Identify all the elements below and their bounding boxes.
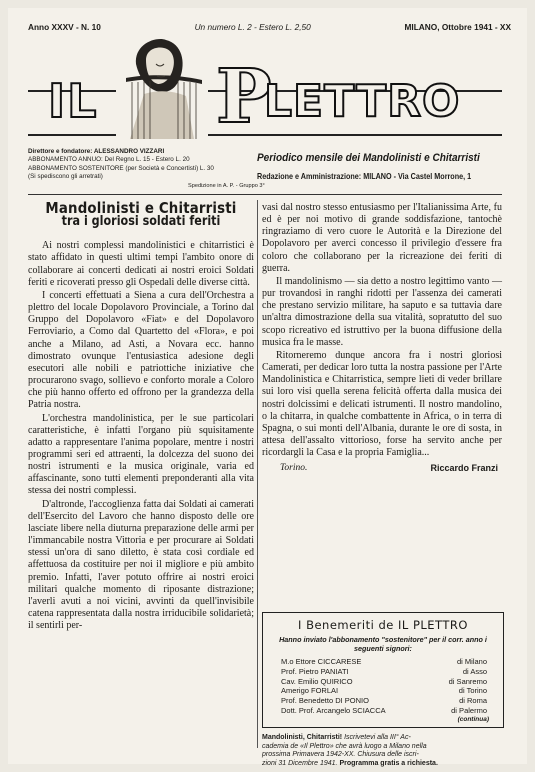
- donor-city: di Sanremo: [448, 676, 487, 686]
- masthead: [28, 34, 502, 139]
- logo-il: IL: [48, 74, 99, 128]
- article-paragraph-6: Il mandolinismo — sia detto a nostro legittimo vanto — pur trovandosi in ranghi ridotti per l'assenza dei camerati che prestano servizio militare, ha saputo e sa tuttavia dare un'altra dimostrazione della sua vitalità, sopratutto del suo scopo ricreativo ed istruttivo per la buona diffusione della musica fra le masse.: [262, 275, 502, 348]
- header-divider: [28, 194, 502, 195]
- article-column-right: [262, 202, 502, 474]
- list-item: [281, 706, 487, 716]
- spedizione-note: Spedizione in A. P. - Gruppo 3°: [188, 183, 265, 189]
- article-paragraph-4: D'altronde, l'accoglienza fatta dai Soldati ai camerati dell'Esercito del Lavoro che hanno disposto delle ore lasciate libere nella diuturna preparazione delle armi per l'immancabile nostra Vittoria e per procurare ai Soldati stessi un'ora di sano diletto, è stata così cordiale ed affettuosa da costituire per noi il migliore e più ambito premio. Infatti, l'aver potuto offrire ai nostri eroici militari qualche momento di riposante distrazione; l'averli avuti a noi vicini, avvinti da quell'invisibile catena rappresentata dalla nostra irriducibile solidarietà; il sentirli per-: [28, 498, 254, 632]
- periodical-subtitle: Periodico mensile dei Mandolinisti e Chitarristi: [257, 152, 480, 164]
- list-item: [281, 677, 487, 687]
- list-item: [281, 657, 487, 667]
- issue-dateline: MILANO, Ottobre 1941 - XX: [404, 22, 511, 32]
- list-item: [281, 667, 487, 677]
- logo-initial-p: P: [216, 54, 272, 140]
- arretrati-note: (Si spediscono gli arretrati): [28, 173, 103, 181]
- benemeriti-intro: Hanno inviato l'abbonamento "sostenitore" per il corr. anno i seguenti signori:: [279, 635, 487, 653]
- list-item: [281, 696, 487, 706]
- article-paragraph-1: Ai nostri complessi mandolinistici e chitarristici è stato affidato in questi ultimi tempi l'ambito onore di collaborare ai concerti dedicati ai nostri eroici Soldati feriti e ricoverati presso gli Ospedali delle diverse città.: [28, 240, 254, 288]
- donor-name: Prof. Pietro PANIATI: [281, 666, 349, 676]
- benemeriti-title: I Benemeriti de IL PLETTRO: [298, 618, 468, 632]
- accademia-notice: [262, 734, 502, 768]
- donor-city: di Roma: [459, 696, 487, 706]
- donor-city: di Asso: [462, 666, 487, 676]
- column-divider: [257, 200, 258, 748]
- donor-name: Dott. Prof. Arcangelo SCIACCA: [281, 705, 386, 715]
- donor-name: Prof. Benedetto DI PONIO: [281, 696, 369, 706]
- list-item: [281, 686, 487, 696]
- donor-name: M.o Ettore CICCARESE: [281, 657, 362, 666]
- article-signature: [262, 462, 502, 474]
- donor-city: di Palermo: [451, 705, 487, 715]
- benemeriti-box: [262, 612, 504, 728]
- article-headline: [28, 199, 254, 230]
- headline-line-1: Mandolinisti e Chitarristi: [45, 199, 237, 217]
- article-paragraph-7: Ritorneremo dunque ancora fra i nostri gloriosi Camerati, per dedicar loro tutta la nostra passione per l'Arte Mandolinistica e Chitarristica, sempre lieti di veder brillare sui loro visi quella serena felicità offerta dalla musica dei nostri dolcissimi e delicati istrumenti. Il nostro mandolino, o la chitarra, in qualche combattente in Africa, o in terra di Spagna, o sui monti dell'Albania, durante le ore di sosta, in attesa dell'assalto vittorioso, forse ha servito anche per ricordargli la Casa e la propria Famiglia...: [262, 349, 502, 459]
- issue-line: [28, 22, 511, 32]
- article-column-left: [28, 199, 254, 632]
- notice-line-1: Iscrivetevi alla III° Ac-: [344, 734, 411, 741]
- notice-line-2: cademia de «Il Plettro» che avrà luogo a Milano nella: [262, 742, 427, 750]
- headline-line-2: tra i gloriosi soldati feriti: [61, 214, 221, 230]
- logo-lettro: LETTRO: [264, 76, 461, 127]
- subscription-info: [28, 148, 250, 182]
- donor-city: di Torino: [458, 686, 487, 696]
- notice-lead: Mandolinisti, Chitarristi!: [262, 734, 343, 741]
- abbonamento-sostenitore: ABBONAMENTO SOSTENITORE (per Società e Concertisti) L. 30: [28, 164, 214, 172]
- editorial-address: Redazione e Amministrazione: MILANO - Via Castel Morrone, 1: [257, 171, 472, 181]
- abbonamento-annuo: ABBONAMENTO ANNUO: Del Regno L. 15 - Estero L. 20: [28, 156, 190, 164]
- donor-name: Cav. Emilio QUIRICO: [281, 676, 353, 686]
- continua-note: (continua): [457, 715, 489, 723]
- notice-line-4: zioni 31 Dicembre 1941.: [262, 759, 338, 767]
- signature-place: Torino.: [280, 463, 308, 474]
- issue-number: Anno XXXV - N. 10: [28, 22, 101, 32]
- publication-info: [257, 152, 507, 181]
- harpist-illustration: [116, 34, 208, 139]
- article-paragraph-2: I concerti effettuati a Siena a cura dell'Orchestra a plettro del locale Dopolavoro Provinciale, a Torino dal Gruppo del Dopolavoro «Fiat» e del Dopolavoro Ferroviario, a Como dal Quartetto del «Flora», e poi anche a Milano, ad Asti, a Novara ecc. hanno dimostrato ovunque l'entusiastica adesione degli esecutori alle nobili e patriottiche iniziative che procurarono svago, sollievo e conforto morale a Coloro che più hanno offerto ed offrono per la grandezza della Patria nostra.: [28, 289, 254, 411]
- notice-line-3: prossima Primavera 1942-XX. Chiusura delle iscri-: [262, 751, 419, 759]
- article-paragraph-3: L'orchestra mandolinistica, per le sue particolari caratteristiche, è infatti l'organo più squisitamente adatto a rappresentare l'anima popolare, mentre i nostri programmi seri ed attraenti, la dolcezza del suono dei nostri istrumenti e la musica originale, varia ed affascinante, sono tutti elementi preponderanti alla vita stessa dei nostri complessi.: [28, 412, 254, 497]
- director-line: Direttore e fondatore: ALESSANDRO VIZZARI: [28, 148, 165, 155]
- donor-name: Amerigo FORLAI: [281, 686, 339, 696]
- issue-price: Un numero L. 2 - Estero L. 2,50: [194, 22, 311, 32]
- signature-author: Riccardo Franzi: [430, 463, 498, 474]
- notice-programma: Programma gratis a richiesta.: [339, 759, 438, 767]
- article-paragraph-5: vasi dal nostro stesso entusiasmo per l'Italianissima Arte, fu ed è per noi motivo di grande soddisfazione, tantochè ringraziamo di vero cuore le Autorità e la Direzione del Dopolavoro per averci concesso il privilegio d'essere fra coloro che collaborano per la ricreazione dei feriti di guerra.: [262, 202, 502, 274]
- donor-city: di Milano: [456, 657, 487, 666]
- donor-list: [281, 657, 487, 716]
